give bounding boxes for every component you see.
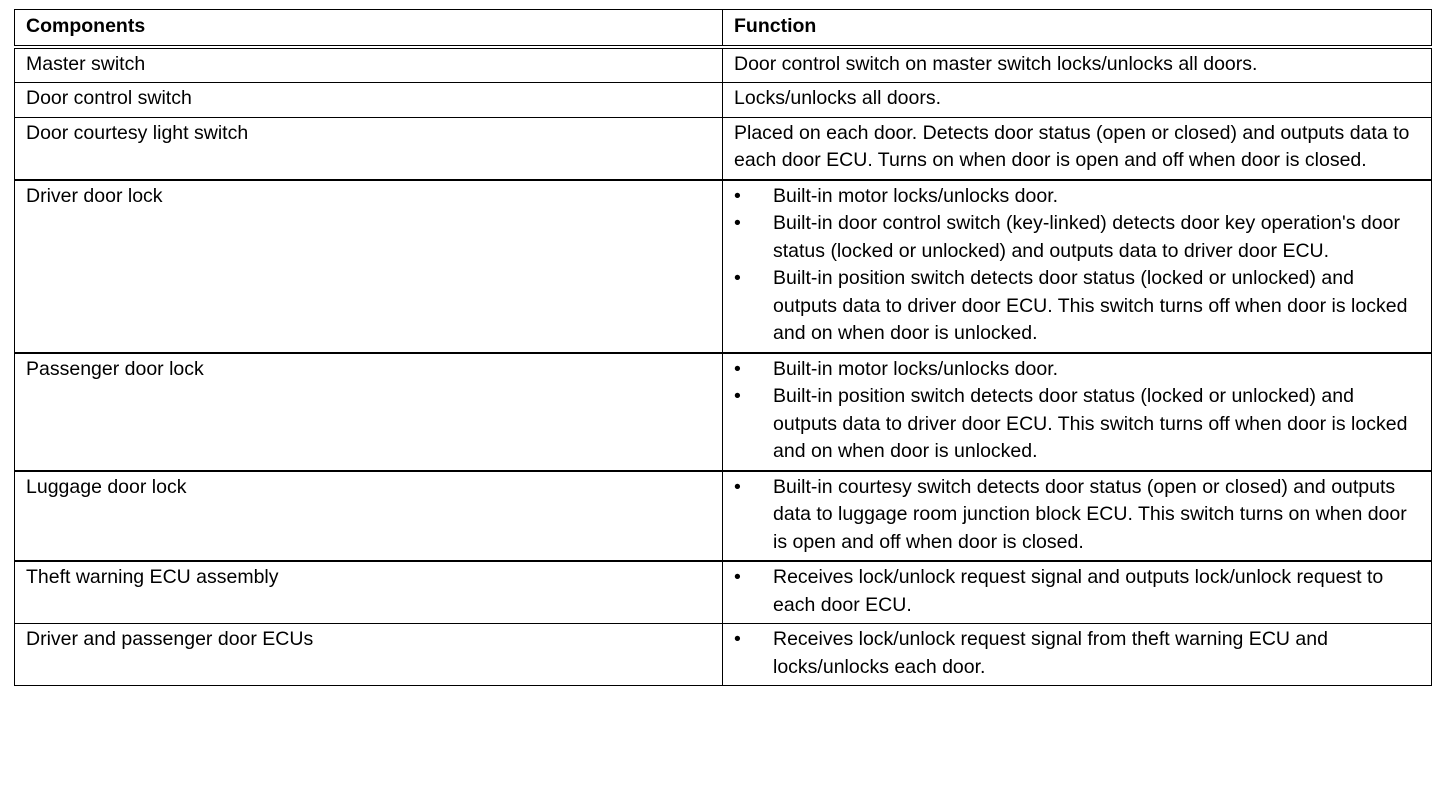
bullet-text: Built-in courtesy switch detects door status (open or closed) and outputs data to luggage room junction block ECU. This switch turns on when door is open and off when door is closed. <box>773 475 1407 553</box>
function-bullet-item <box>734 183 1422 211</box>
header-components: Components <box>15 10 723 47</box>
function-cell <box>723 471 1432 562</box>
component-name: Master switch <box>15 47 723 83</box>
table-row <box>15 117 1432 180</box>
function-bullet-list <box>734 474 1422 557</box>
bullet-marker: • <box>734 267 741 289</box>
components-function-table <box>14 9 1432 686</box>
bullet-marker: • <box>734 357 741 380</box>
function-bullet-list <box>734 564 1422 619</box>
function-cell <box>723 353 1432 471</box>
function-bullet-item <box>734 210 1422 265</box>
component-name: Driver and passenger door ECUs <box>15 624 723 686</box>
bullet-text: Receives lock/unlock request signal and outputs lock/unlock request to each door ECU. <box>773 566 1384 616</box>
table-row <box>15 561 1432 624</box>
bullet-text: Built-in motor locks/unlocks door. <box>773 357 1059 380</box>
component-name: Theft warning ECU assembly <box>15 561 723 624</box>
table-row <box>15 471 1432 562</box>
bullet-text: Built-in position switch detects door status (locked or unlocked) and outputs data to driver door ECU. This switch turns off when door is locked and on when door is unlocked. <box>773 267 1408 344</box>
function-bullet-item <box>734 265 1422 348</box>
component-name: Door courtesy light switch <box>15 117 723 180</box>
function-bullet-list <box>734 356 1422 466</box>
table-row <box>15 624 1432 686</box>
function-bullet-item <box>734 564 1422 619</box>
table-row <box>15 47 1432 83</box>
function-bullet-item <box>734 356 1422 384</box>
function-bullet-item <box>734 383 1422 466</box>
function-bullet-item <box>734 474 1422 557</box>
table-row <box>15 180 1432 353</box>
bullet-text: Built-in position switch detects door status (locked or unlocked) and outputs data to driver door ECU. This switch turns off when door is locked and on when door is unlocked. <box>773 385 1408 462</box>
function-cell <box>723 624 1432 686</box>
table-header-row <box>15 10 1432 47</box>
table-row <box>15 353 1432 471</box>
bullet-marker: • <box>734 184 741 207</box>
bullet-marker: • <box>734 628 741 650</box>
bullet-marker: • <box>734 475 741 498</box>
bullet-marker: • <box>734 212 741 234</box>
function-bullet-list <box>734 626 1422 681</box>
function-text: Placed on each door. Detects door status (open or closed) and outputs data to each door ECU. Turns on when door is open and off when door is closed. <box>723 117 1432 180</box>
table-row <box>15 83 1432 118</box>
component-name: Passenger door lock <box>15 353 723 471</box>
header-function: Function <box>723 10 1432 47</box>
bullet-text: Receives lock/unlock request signal from theft warning ECU and locks/unlocks each door. <box>773 628 1328 678</box>
bullet-text: Built-in motor locks/unlocks door. <box>773 184 1059 207</box>
function-cell <box>723 561 1432 624</box>
component-name: Door control switch <box>15 83 723 118</box>
bullet-marker: • <box>734 385 741 407</box>
function-bullet-list <box>734 183 1422 348</box>
function-bullet-item <box>734 626 1422 681</box>
function-text: Locks/unlocks all doors. <box>723 83 1432 118</box>
bullet-text: Built-in door control switch (key-linked) detects door key operation's door status (locked or unlocked) and outputs data to driver door ECU. <box>773 212 1400 262</box>
function-cell <box>723 180 1432 353</box>
function-text: Door control switch on master switch locks/unlocks all doors. <box>723 47 1432 83</box>
component-name: Luggage door lock <box>15 471 723 562</box>
component-name: Driver door lock <box>15 180 723 353</box>
bullet-marker: • <box>734 566 741 588</box>
